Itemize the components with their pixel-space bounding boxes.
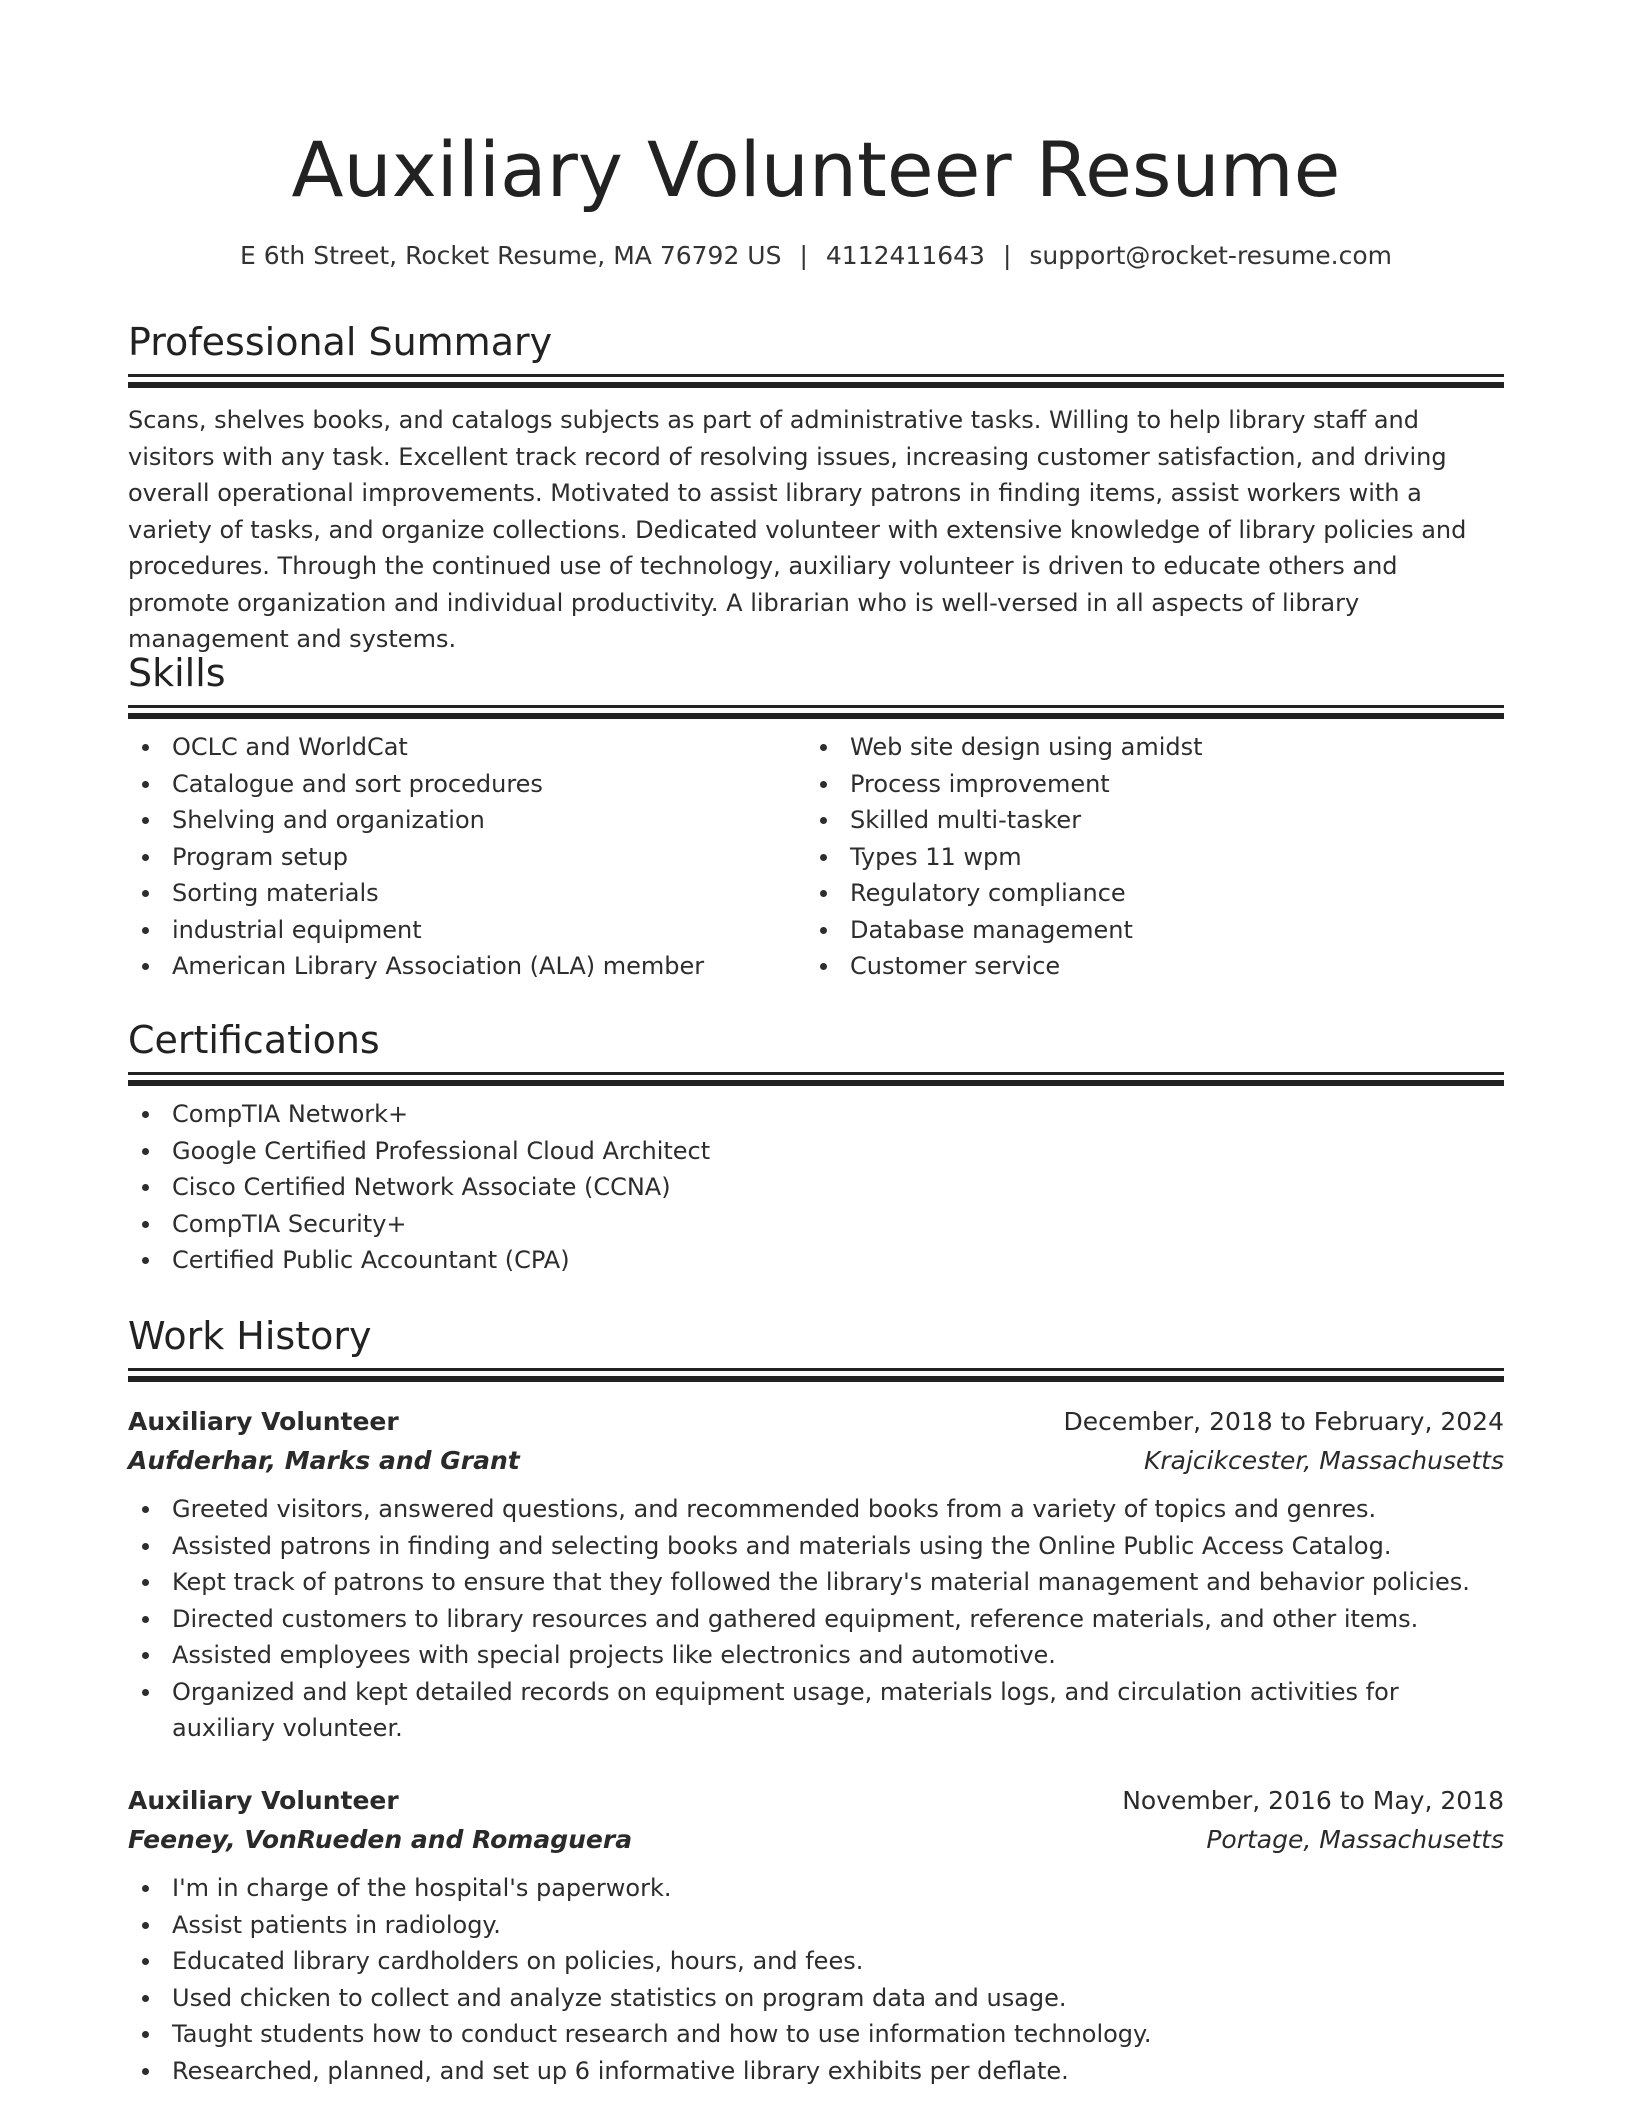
skill-item: Shelving and organization <box>128 802 806 839</box>
job-duty-item: Kept track of patrons to ensure that they followed the library's material management and behavior policies. <box>128 1564 1504 1601</box>
skill-item: Regulatory compliance <box>806 875 1484 912</box>
skills-columns <box>128 729 1504 985</box>
skill-item: Skilled multi-tasker <box>806 802 1484 839</box>
skill-item: Database management <box>806 912 1484 949</box>
section-heading-certifications: Certifications <box>128 1018 380 1062</box>
job-title: Auxiliary Volunteer <box>128 1407 399 1436</box>
summary-text: Scans, shelves books, and catalogs subjects as part of administrative tasks. Willing to help library staff and visitors with any task. Excellent track record of resolving issues, increasing customer satisfaction, and driving overall operational improvements. Motivated to assist library patrons in finding items, assist workers with a variety of tasks, and organize collections. Dedicated volunteer with extensive knowledge of library policies and procedures. Through the continued use of technology, auxiliary volunteer is driven to educate others and promote organization and individual productivity. A librarian who is well-versed in all aspects of library management and systems. <box>128 406 1467 653</box>
job-title: Auxiliary Volunteer <box>128 1786 399 1815</box>
job-company: Aufderhar, Marks and Grant <box>128 1446 520 1475</box>
certification-item: Google Certified Professional Cloud Architect <box>128 1133 1504 1170</box>
certifications-list <box>128 1096 1504 1279</box>
contact-phone: 4112411643 <box>825 241 985 270</box>
job-duty-item: Assist patients in radiology. <box>128 1907 1504 1944</box>
job-duty-item: Assisted employees with special projects like electronics and automotive. <box>128 1637 1504 1674</box>
skill-item: Catalogue and sort procedures <box>128 766 806 803</box>
section-heading-work-history: Work History <box>128 1314 372 1358</box>
certifications-section <box>128 1016 1504 1279</box>
skills-section <box>128 649 1504 985</box>
job-duty-item: Used chicken to collect and analyze statistics on program data and usage. <box>128 1980 1504 2017</box>
skills-list-left <box>128 729 806 985</box>
summary-section <box>128 318 1504 658</box>
contact-line <box>128 238 1504 274</box>
certification-item: CompTIA Network+ <box>128 1096 1504 1133</box>
section-divider <box>128 374 1504 388</box>
skill-item: Customer service <box>806 948 1484 985</box>
contact-email: support@rocket-resume.com <box>1029 241 1393 270</box>
job-location: Portage, Massachusetts <box>1206 1825 1504 1854</box>
contact-separator: | <box>799 241 808 270</box>
skill-item: Sorting materials <box>128 875 806 912</box>
certification-item: CompTIA Security+ <box>128 1206 1504 1243</box>
job-entry <box>128 1782 1504 2089</box>
job-entry <box>128 1403 1504 1747</box>
job-dates: December, 2018 to February, 2024 <box>1063 1407 1504 1436</box>
skills-list-right <box>806 729 1484 985</box>
skill-item: American Library Association (ALA) member <box>128 948 806 985</box>
job-duty-item: Taught students how to conduct research and how to use information technology. <box>128 2016 1504 2053</box>
section-divider <box>128 1368 1504 1382</box>
job-duty-item: Researched, planned, and set up 6 informative library exhibits per deflate. <box>128 2053 1504 2090</box>
job-duty-item: Greeted visitors, answered questions, and recommended books from a variety of topics and genres. <box>128 1491 1504 1528</box>
certification-item: Cisco Certified Network Associate (CCNA) <box>128 1169 1504 1206</box>
section-heading-summary: Professional Summary <box>128 320 553 364</box>
skill-item: industrial equipment <box>128 912 806 949</box>
job-duties-list <box>128 1870 1504 2089</box>
skill-item: OCLC and WorldCat <box>128 729 806 766</box>
skill-item: Process improvement <box>806 766 1484 803</box>
resume-title: Auxiliary Volunteer Resume <box>291 125 1341 214</box>
job-duty-item: I'm in charge of the hospital's paperwork. <box>128 1870 1504 1907</box>
job-duty-item: Educated library cardholders on policies, hours, and fees. <box>128 1943 1504 1980</box>
work-history-section <box>128 1312 1504 1382</box>
job-duties-list <box>128 1491 1504 1747</box>
skill-item: Web site design using amidst <box>806 729 1484 766</box>
skill-item: Types 11 wpm <box>806 839 1484 876</box>
skill-item: Program setup <box>128 839 806 876</box>
job-duty-item: Directed customers to library resources and gathered equipment, reference materials, and other items. <box>128 1601 1504 1638</box>
section-heading-skills: Skills <box>128 651 226 695</box>
job-duty-item: Assisted patrons in finding and selecting books and materials using the Online Public Access Catalog. <box>128 1528 1504 1565</box>
job-dates: November, 2016 to May, 2018 <box>1122 1786 1504 1815</box>
contact-address: E 6th Street, Rocket Resume, MA 76792 US <box>239 241 782 270</box>
job-company: Feeney, VonRueden and Romaguera <box>128 1825 633 1854</box>
certification-item: Certified Public Accountant (CPA) <box>128 1242 1504 1279</box>
section-divider <box>128 705 1504 719</box>
job-location: Krajcikcester, Massachusetts <box>1143 1446 1504 1475</box>
contact-separator: | <box>1002 241 1012 270</box>
section-divider <box>128 1072 1504 1086</box>
job-duty-item: Organized and kept detailed records on equipment usage, materials logs, and circulation activities for auxiliary volunteer. <box>128 1674 1504 1747</box>
